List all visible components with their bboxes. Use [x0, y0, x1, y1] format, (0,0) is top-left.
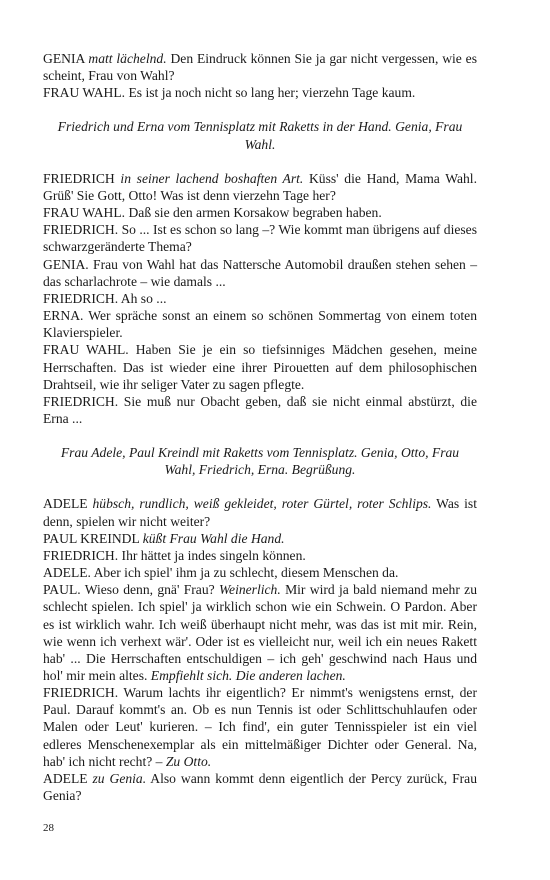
- speech-text: GENIA: [43, 51, 89, 66]
- stage-instruction: Weinerlich.: [218, 582, 281, 598]
- stage-instruction: zu Genia.: [92, 770, 147, 786]
- speech-text: Friedrich und Erna vom Tennisplatz mit Raketts in der Hand. Genia, Frau Wahl.: [57, 119, 463, 152]
- dialogue-paragraph: [43, 770, 477, 804]
- speech-text: ADELE. Aber ich spiel' ihm ja zu schlecht, diesem Menschen da.: [43, 565, 399, 581]
- dialogue-paragraph: [43, 684, 477, 770]
- speech-text: Also wann kommt denn eigentlich der Percy zurück, Frau Genia?: [43, 770, 477, 804]
- speech-text: ERNA. Wer spräche sonst an einem so schönen Sommertag von einem toten Klavierspieler.: [43, 308, 477, 341]
- speech-text: Mir wird ja bald niemand mehr zu schlecht spielen. Ich spiel' ja wirklich schon wie ein Schwein. O Pardon. Aber es ist wirklich wahr. Ich weiß überhaupt nicht mehr, was das ist mit mir. Rein, wie wenn ich verhext wär'. Oder ist es vielleicht nur, weil ich ein neues Rakett hab' ... Die Herrschaften entschuldigen – ich geh' geschwind nach Haus und hol' mir mein altes.: [43, 582, 477, 683]
- speech-text: FRIEDRICH. Warum lachts ihr eigentlich? Er nimmt's wenigstens ernst, der Paul. Darauf kommt's an. Ob es nun Tennis ist oder Schlittschuhlaufen oder Malen oder Leut' kurieren. – Ich find', ein guter Tennisspieler ist ein viel edleres Menschenexemplar als ein mittelmäßiger Dichter oder General. Na, hab' ich nicht recht? –: [43, 685, 477, 769]
- speech-text: FRAU WAHL. Daß sie den armen Korsakow begraben haben.: [43, 205, 382, 221]
- stage-instruction: küßt Frau Wahl die Hand.: [142, 530, 285, 546]
- speech-text: PAUL KREINDL: [43, 530, 143, 546]
- dialogue-paragraph: [43, 50, 477, 84]
- dialogue-paragraph: [43, 564, 477, 581]
- dialogue-paragraph: [43, 170, 477, 204]
- dialogue-paragraph: [43, 495, 477, 529]
- stage-direction: [43, 118, 477, 152]
- speech-text: FRAU WAHL. Es ist ja noch nicht so lang her; vierzehn Tage kaum.: [43, 85, 416, 101]
- speech-text: Küss' die Hand, Mama Wahl. Grüß' Sie Gott, Otto! Was ist denn vierzehn Tage her?: [43, 170, 477, 203]
- speech-text: Was ist denn, spielen wir nicht weiter?: [43, 496, 477, 529]
- dialogue-paragraph: [43, 256, 477, 290]
- speech-text: FRIEDRICH. Sie muß nur Obacht geben, daß sie nicht einmal abstürzt, die Erna ...: [43, 393, 477, 426]
- dialogue-paragraph: [43, 393, 477, 427]
- speech-text: FRAU WAHL. Haben Sie je ein so tiefsinniges Mädchen gesehen, meine Herrschaften. Das ist wieder eine ihrer Pirouetten auf dem philosophischen Drahtseil, wie ihr seliger Vater zu sagen pflegte.: [43, 342, 477, 392]
- stage-direction: [43, 444, 477, 478]
- dialogue-paragraph: [43, 530, 477, 547]
- dialogue-paragraph: [43, 84, 477, 101]
- stage-instruction: hübsch, rundlich, weiß gekleidet, roter Gürtel, roter Schlips.: [92, 496, 432, 512]
- speech-text: FRIEDRICH. Ah so ...: [43, 290, 167, 306]
- dialogue-paragraph: [43, 307, 477, 341]
- play-text: [43, 50, 477, 804]
- dialogue-paragraph: [43, 290, 477, 307]
- speech-text: FRIEDRICH: [43, 170, 121, 186]
- stage-gap-before: [43, 427, 477, 444]
- dialogue-paragraph: [43, 204, 477, 221]
- speech-text: ADELE: [43, 770, 93, 786]
- speech-text: PAUL. Wieso denn, gnä' Frau?: [43, 582, 219, 598]
- speech-text: Den Eindruck können Sie ja gar nicht vergessen, wie es scheint, Frau von Wahl?: [43, 51, 478, 84]
- page-number: 28: [43, 822, 54, 834]
- dialogue-paragraph: [43, 221, 477, 255]
- stage-instruction: Zu Otto.: [165, 753, 212, 769]
- stage-gap-before: [43, 101, 477, 118]
- speech-text: FRIEDRICH. So ... Ist es schon so lang –? Wie kommt man übrigens auf dieses schwarzgeränderte Thema?: [43, 222, 477, 255]
- speech-text: GENIA. Frau von Wahl hat das Nattersche Automobil draußen stehen sehen – das scharlachrote – wie damals ...: [43, 256, 477, 289]
- dialogue-paragraph: [43, 341, 477, 392]
- stage-instruction: Empfiehlt sich. Die anderen lachen.: [150, 668, 346, 683]
- speech-text: ADELE: [43, 496, 93, 512]
- stage-instruction: in seiner lachend boshaften Art.: [120, 170, 304, 186]
- dialogue-paragraph: [43, 547, 477, 564]
- dialogue-paragraph: [43, 581, 477, 684]
- speech-text: Frau Adele, Paul Kreindl mit Raketts vom Tennisplatz. Genia, Otto, Frau Wahl, Friedrich, Erna. Begrüßung.: [60, 445, 460, 478]
- stage-instruction: matt lächelnd.: [88, 51, 167, 66]
- stage-gap-after: [43, 153, 477, 170]
- speech-text: FRIEDRICH. Ihr hättet ja indes singeln können.: [43, 547, 306, 563]
- stage-gap-after: [43, 478, 477, 495]
